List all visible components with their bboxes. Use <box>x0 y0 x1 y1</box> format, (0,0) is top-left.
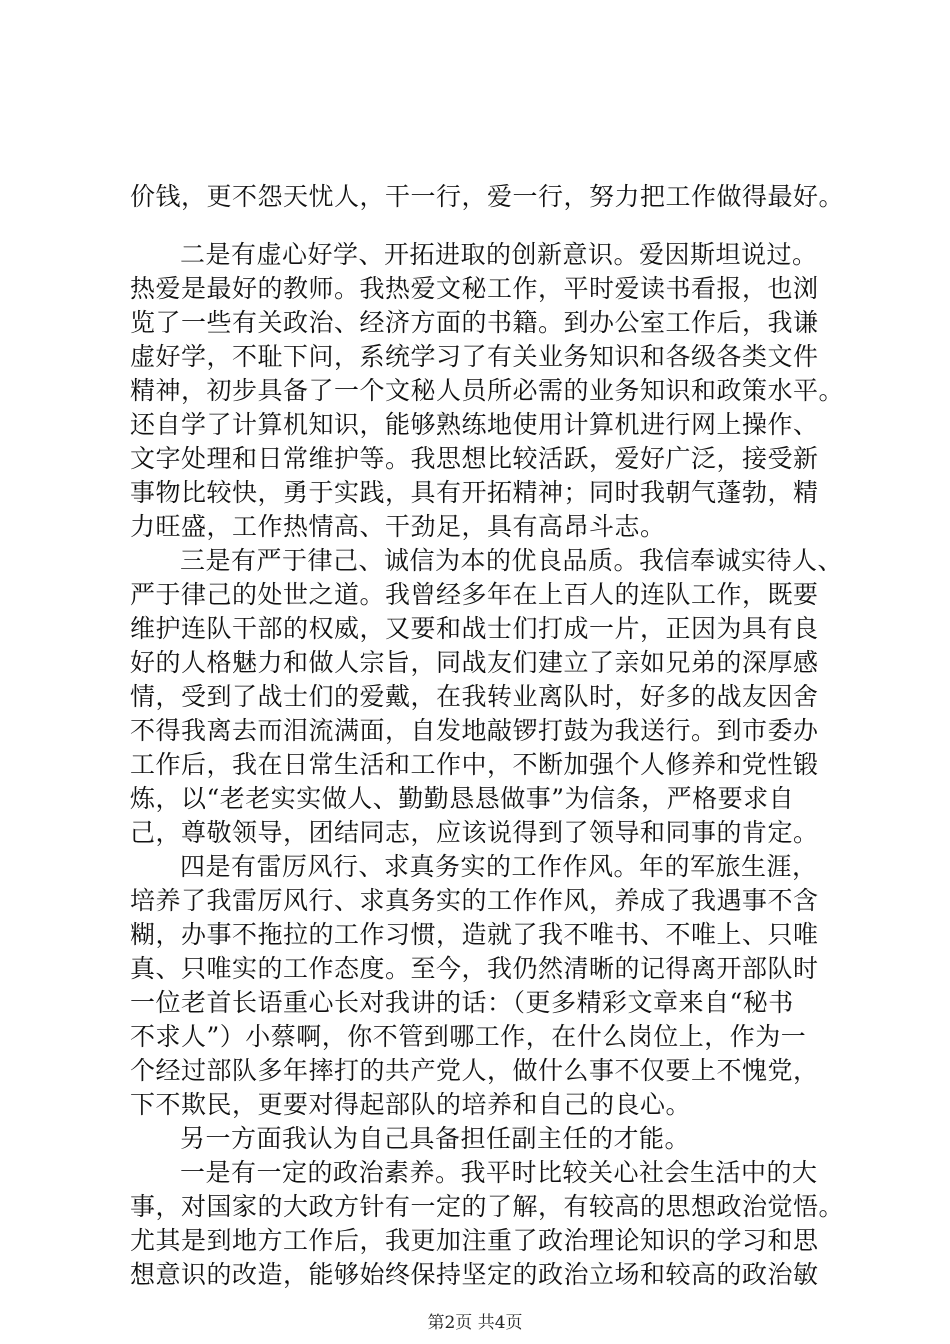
paragraph-start-line: 二是有虚心好学、开拓进取的创新意识。爱因斯坦说过。 <box>180 240 818 269</box>
paragraph-start-line: 三是有严于律己、诚信为本的优良品质。我信奉诚实待人、 <box>180 546 844 575</box>
text-line: 精神，初步具备了一个文秘人员所必需的业务知识和政策水平。 <box>130 376 845 405</box>
text-line: 下不欺民，更要对得起部队的培养和自己的良心。 <box>130 1090 692 1119</box>
text-line: 不得我离去而泪流满面，自发地敲锣打鼓为我送行。到市委办 <box>130 716 819 745</box>
text-line: 虚好学，不耻下问，系统学习了有关业务知识和各级各类文件 <box>130 342 819 371</box>
text-line: 还自学了计算机知识，能够熟练地使用计算机进行网上操作、 <box>130 410 819 439</box>
paragraph-start-line: 另一方面我认为自己具备担任副主任的才能。 <box>180 1124 691 1153</box>
text-line: 想意识的改造，能够始终保持坚定的政治立场和较高的政治敏 <box>130 1260 819 1289</box>
text-line: 炼，以“老老实实做人、勤勤恳恳做事”为信条，严格要求自 <box>130 784 795 813</box>
text-line: 培养了我雷厉风行、求真务实的工作作风，养成了我遇事不含 <box>130 886 819 915</box>
text-line: 好的人格魅力和做人宗旨，同战友们建立了亲如兄弟的深厚感 <box>130 648 819 677</box>
text-line: 工作后，我在日常生活和工作中，不断加强个人修养和党性锻 <box>130 750 819 779</box>
text-line: 情，受到了战士们的爱戴，在我转业离队时，好多的战友因舍 <box>130 682 819 711</box>
text-line: 事物比较快，勇于实践，具有开拓精神；同时我朝气蓬勃，精 <box>130 478 819 507</box>
text-line: 个经过部队多年摔打的共产党人，做什么事不仅要上不愧党， <box>130 1056 819 1085</box>
text-line: 严于律己的处世之道。我曾经多年在上百人的连队工作，既要 <box>130 580 819 609</box>
text-line: 事，对国家的大政方针有一定的了解，有较高的思想政治觉悟。 <box>130 1192 845 1221</box>
text-line: 己，尊敬领导，团结同志，应该说得到了领导和同事的肯定。 <box>130 818 819 847</box>
page-number-footer: 第2页 共4页 <box>427 1313 523 1333</box>
paragraph-start-line: 四是有雷厉风行、求真务实的工作作风。年的军旅生涯， <box>180 852 818 881</box>
text-line: 真、只唯实的工作态度。至今，我仍然清晰的记得离开部队时 <box>130 954 819 983</box>
text-line: 不求人”）小蔡啊，你不管到哪工作，在什么岗位上，作为一 <box>130 1022 807 1051</box>
text-line: 一位老首长语重心长对我讲的话：（更多精彩文章来自“秘书 <box>130 988 794 1017</box>
paragraph-start-line: 一是有一定的政治素养。我平时比较关心社会生活中的大 <box>180 1158 818 1187</box>
text-line: 热爱是最好的教师。我热爱文秘工作，平时爱读书看报，也浏 <box>130 274 819 303</box>
text-line: 览了一些有关政治、经济方面的书籍。到办公室工作后，我谦 <box>130 308 819 337</box>
text-line: 维护连队干部的权威，又要和战士们打成一片，正因为具有良 <box>130 614 819 643</box>
text-line: 糊，办事不拖拉的工作习惯，造就了我不唯书、不唯上、只唯 <box>130 920 819 949</box>
text-line: 文字处理和日常维护等。我思想比较活跃，爱好广泛，接受新 <box>130 444 819 473</box>
text-line: 价钱，更不怨天忧人，干一行，爱一行，努力把工作做得最好。 <box>130 182 845 211</box>
text-line: 力旺盛，工作热情高、干劲足，具有高昂斗志。 <box>130 512 666 541</box>
text-line: 尤其是到地方工作后，我更加注重了政治理论知识的学习和思 <box>130 1226 819 1255</box>
